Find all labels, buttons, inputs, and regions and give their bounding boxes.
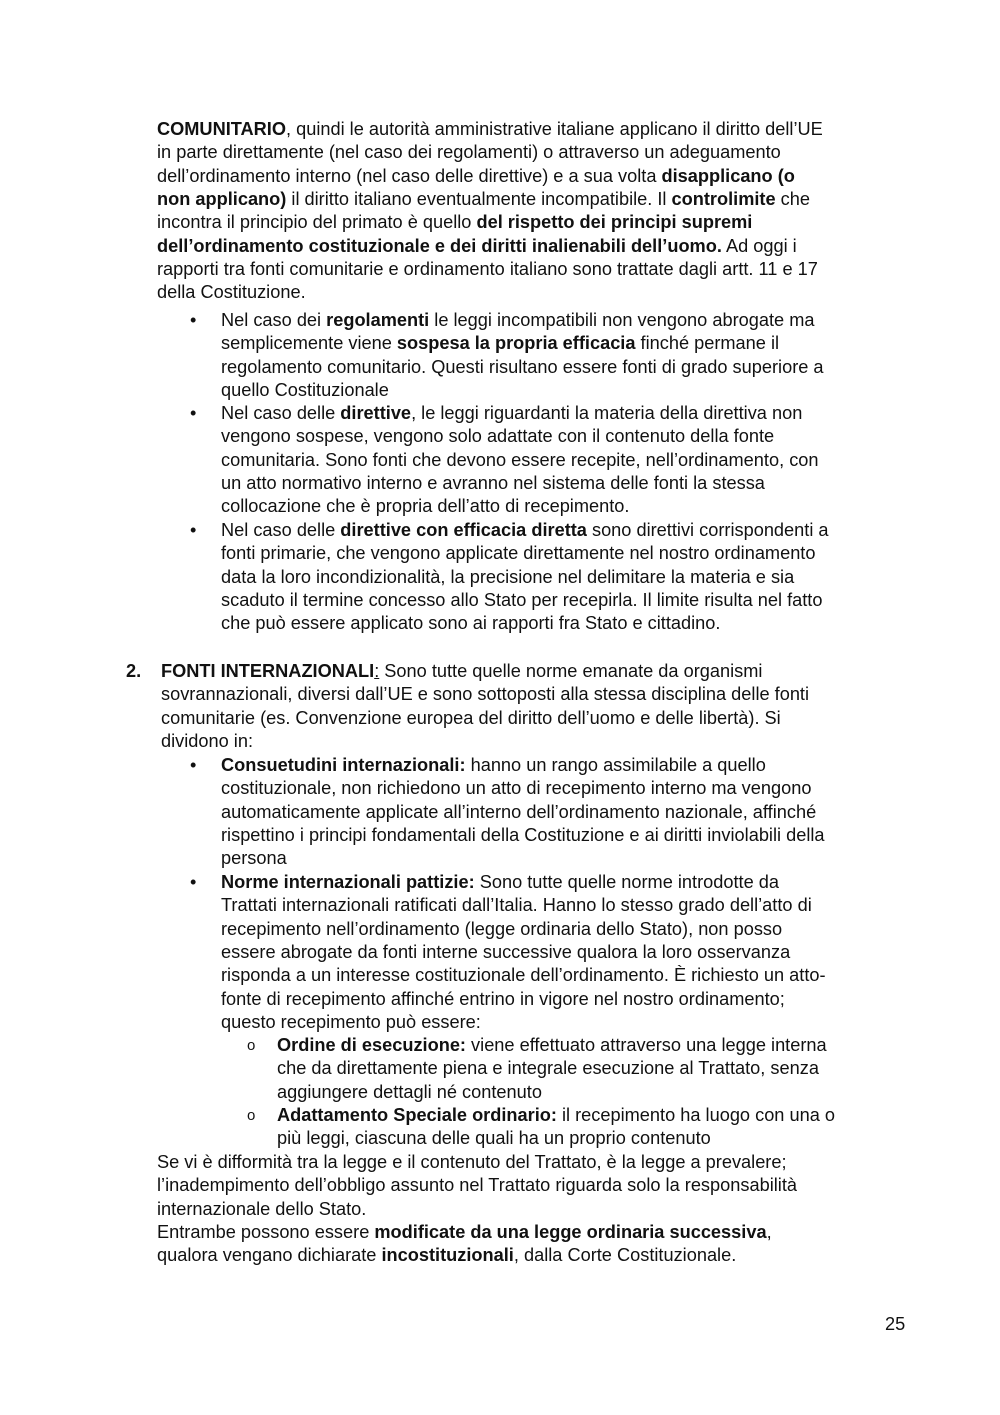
text-run: Se vi è difformità tra la legge e il contenuto del Trattato, è la legge a prevalere; bbox=[157, 1152, 787, 1172]
text-run: persona bbox=[221, 848, 287, 869]
text-run: essere abrogate da fonti interne successive qualora la loro osservanza bbox=[221, 942, 791, 963]
text-line bbox=[277, 1034, 907, 1057]
bold-text: modificate da una legge ordinaria successiva bbox=[374, 1222, 767, 1243]
text-run: vengono sospese, vengono solo adattate con il contenuto della fonte bbox=[221, 426, 775, 447]
text-line bbox=[161, 707, 911, 730]
text-line bbox=[161, 660, 911, 683]
text-run: collocazione che è propria dell’atto di recepimento. bbox=[221, 496, 630, 517]
text-run: qualora vengano dichiarate bbox=[157, 1245, 382, 1266]
text-line bbox=[221, 754, 907, 777]
bold-text: Ordine di esecuzione: bbox=[277, 1035, 466, 1055]
closing-paragraph bbox=[157, 1151, 907, 1268]
bold-text: dell’ordinamento costituzionale e dei diritti inalienabili dell’uomo. bbox=[157, 235, 722, 256]
section-fonti-internazionali bbox=[161, 660, 911, 753]
text-line bbox=[157, 141, 907, 164]
text-run: aggiungere dettagli né contenuto bbox=[277, 1081, 542, 1102]
text-line bbox=[221, 356, 907, 379]
text-run: comunitaria. Sono fonti che devono essere recepite, nell’ordinamento, con bbox=[221, 449, 819, 470]
list-item bbox=[221, 402, 907, 519]
text-run: Ad oggi i bbox=[721, 235, 797, 256]
text-run: sovrannazionali, diversi dall’UE e sono sottoposti alla stessa disciplina delle fonti bbox=[161, 684, 810, 705]
text-run: le leggi incompatibili non vengono abrogate ma bbox=[429, 310, 815, 330]
text-line bbox=[157, 258, 907, 281]
text-line bbox=[221, 988, 907, 1011]
bullet-icon: • bbox=[190, 403, 197, 423]
text-run: recepimento nell’ordinamento (legge ordinaria dello Stato), non posso bbox=[221, 918, 783, 939]
sublist-item bbox=[277, 1104, 907, 1151]
section-number: 2. bbox=[126, 661, 142, 681]
text-line bbox=[221, 894, 907, 917]
sublist-item bbox=[277, 1034, 907, 1104]
text-line bbox=[221, 589, 907, 612]
text-line bbox=[221, 425, 907, 448]
text-run: , le leggi riguardanti la materia della direttiva non bbox=[411, 403, 803, 423]
text-run: data la loro incondizionalità, la precisione nel delimitare la materia e sia bbox=[221, 566, 795, 587]
text-line bbox=[221, 941, 907, 964]
text-line bbox=[221, 777, 907, 800]
text-run: in parte direttamente (nel caso dei regolamenti) o attraverso un adeguamento bbox=[157, 142, 781, 163]
text-line bbox=[221, 964, 907, 987]
text-run: regolamento comunitario. Questi risultano essere fonti di grado superiore a bbox=[221, 356, 824, 377]
text-line bbox=[157, 281, 907, 304]
text-run: , quindi le autorità amministrative italiane applicano il diritto dell’UE bbox=[285, 119, 823, 139]
bold-text: direttive bbox=[340, 403, 412, 423]
bold-text: disapplicano (o bbox=[661, 165, 795, 186]
text-run: Trattati internazionali ratificati dall’Italia. Hanno lo stesso grado dell’atto di bbox=[221, 895, 812, 916]
text-run: dividono in: bbox=[161, 731, 254, 752]
text-run: sono direttivi corrispondenti a bbox=[586, 520, 829, 540]
text-run: rispettino i principi fondamentali della Costituzione e ai diritti inviolabili della bbox=[221, 825, 825, 846]
bullet-icon: • bbox=[190, 310, 197, 330]
text-line bbox=[157, 188, 907, 211]
list-item bbox=[221, 519, 907, 636]
text-line bbox=[277, 1104, 907, 1127]
bold-text: Adattamento Speciale ordinario: bbox=[277, 1105, 557, 1125]
text-run: hanno un rango assimilabile a quello bbox=[465, 755, 766, 775]
text-run: , dalla Corte Costituzionale. bbox=[513, 1245, 737, 1266]
text-run: il recepimento ha luogo con una o bbox=[556, 1105, 835, 1125]
bold-text: controlimite bbox=[671, 189, 776, 210]
intro-paragraph bbox=[157, 118, 907, 305]
text-line bbox=[221, 449, 907, 472]
text-line bbox=[161, 730, 911, 753]
text-line bbox=[221, 847, 907, 870]
text-line bbox=[221, 566, 907, 589]
text-run: incontra il principio del primato è quello bbox=[157, 212, 477, 233]
text-line bbox=[221, 542, 907, 565]
text-run: automaticamente applicate all’interno dell’ordinamento nazionale, affinché bbox=[221, 801, 817, 822]
text-run: scaduto il termine concesso allo Stato per recepirla. Il limite risulta nel fatto bbox=[221, 590, 823, 611]
text-line bbox=[221, 495, 907, 518]
text-run: il diritto italiano eventualmente incompatibile. Il bbox=[286, 189, 672, 210]
text-run: che da direttamente piena e integrale esecuzione al Trattato, senza bbox=[277, 1058, 819, 1079]
text-run: semplicemente viene bbox=[221, 333, 397, 354]
bold-text: del rispetto dei principi supremi bbox=[476, 212, 753, 233]
bold-text: incostituzionali bbox=[381, 1245, 514, 1266]
text-line bbox=[157, 1244, 907, 1267]
text-run: fonte di recepimento affinché entrino in vigore nel nostro ordinamento; bbox=[221, 988, 785, 1009]
text-run: Nel caso delle bbox=[221, 520, 341, 540]
text-run: rapporti tra fonti comunitarie e ordinamento italiano sono trattate dagli artt. 11 e 17 bbox=[157, 259, 818, 280]
bold-text: regolamenti bbox=[326, 310, 430, 330]
text-run: comunitarie (es. Convenzione europea del diritto dell’uomo e delle libertà). Si bbox=[161, 707, 781, 728]
text-run: l’inadempimento dell’obbligo assunto nel Trattato riguarda solo la responsabilità bbox=[157, 1175, 797, 1196]
text-run: che bbox=[775, 189, 810, 210]
bold-text: Norme internazionali pattizie: bbox=[221, 872, 475, 892]
text-run: viene effettuato attraverso una legge interna bbox=[466, 1035, 827, 1055]
text-line bbox=[157, 1221, 907, 1244]
text-line bbox=[277, 1057, 907, 1080]
bullet-icon: • bbox=[190, 872, 197, 892]
text-line bbox=[157, 211, 907, 234]
text-line bbox=[221, 612, 907, 635]
circle-bullet-icon: o bbox=[247, 1107, 256, 1124]
list-item bbox=[221, 754, 907, 871]
list-item bbox=[221, 871, 907, 1034]
circle-bullet-icon: o bbox=[247, 1037, 256, 1054]
bold-text: non applicano) bbox=[157, 189, 287, 210]
bullet-icon: • bbox=[190, 755, 197, 775]
text-run: dell’ordinamento interno (nel caso delle direttive) e a sua volta bbox=[157, 165, 662, 186]
text-run: quello Costituzionale bbox=[221, 380, 389, 401]
text-run: Nel caso delle bbox=[221, 403, 341, 423]
text-run: risponda a un interesse costituzionale dell’ordinamento. È richiesto un atto- bbox=[221, 965, 826, 986]
text-line bbox=[157, 1174, 907, 1197]
text-line bbox=[277, 1127, 907, 1150]
text-run: costituzionale, non richiedono un atto di recepimento interno ma vengono bbox=[221, 778, 812, 799]
text-run: , bbox=[766, 1222, 772, 1243]
text-line bbox=[221, 824, 907, 847]
text-run: della Costituzione. bbox=[157, 282, 306, 303]
bold-text: sospesa la propria efficacia bbox=[396, 333, 636, 354]
text-run: Sono tutte quelle norme introdotte da bbox=[474, 872, 779, 892]
text-run: Sono tutte quelle norme emanate da organismi bbox=[379, 661, 763, 681]
text-line bbox=[157, 165, 907, 188]
text-line bbox=[157, 235, 907, 258]
text-line bbox=[221, 332, 907, 355]
text-line bbox=[221, 918, 907, 941]
text-line bbox=[157, 1151, 907, 1174]
text-run: più leggi, ciascuna delle quali ha un proprio contenuto bbox=[277, 1128, 711, 1149]
bold-text: Consuetudini internazionali: bbox=[221, 755, 466, 775]
bold-text: COMUNITARIO bbox=[157, 119, 286, 139]
page-number: 25 bbox=[885, 1314, 906, 1334]
text-line bbox=[161, 683, 911, 706]
text-run: finché permane il bbox=[635, 333, 780, 354]
text-line bbox=[221, 871, 907, 894]
text-line bbox=[277, 1081, 907, 1104]
text-run: : bbox=[374, 661, 380, 681]
text-run: che può essere applicato sono ai rapporti fra Stato e cittadino. bbox=[221, 613, 721, 634]
bold-text: direttive con efficacia diretta bbox=[340, 520, 587, 540]
text-line bbox=[221, 519, 907, 542]
list-item bbox=[221, 309, 907, 402]
text-line bbox=[221, 379, 907, 402]
bold-text: FONTI INTERNAZIONALI bbox=[161, 661, 375, 681]
text-line bbox=[221, 402, 907, 425]
text-run: Nel caso dei bbox=[221, 310, 327, 330]
text-line bbox=[221, 801, 907, 824]
text-run: fonti primarie, che vengono applicate direttamente nel nostro ordinamento bbox=[221, 543, 816, 564]
text-run: internazionale dello Stato. bbox=[157, 1198, 367, 1219]
text-line bbox=[221, 472, 907, 495]
text-line bbox=[157, 1198, 907, 1221]
text-run: un atto normativo interno e avranno nel sistema delle fonti la stessa bbox=[221, 473, 765, 494]
bullet-icon: • bbox=[190, 520, 197, 540]
text-line bbox=[157, 118, 907, 141]
text-run: questo recepimento può essere: bbox=[221, 1012, 481, 1033]
text-line bbox=[221, 1011, 907, 1034]
text-line bbox=[221, 309, 907, 332]
text-run: Entrambe possono essere bbox=[157, 1222, 375, 1243]
